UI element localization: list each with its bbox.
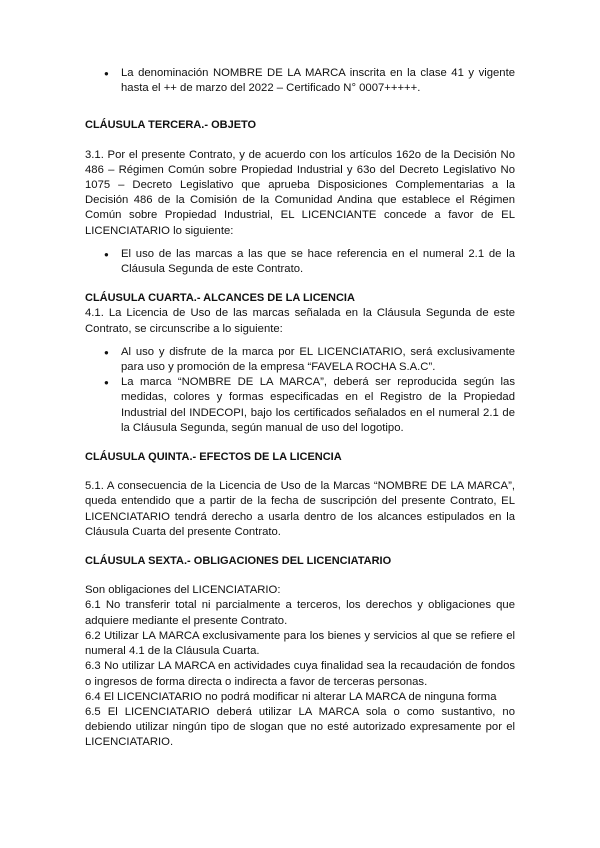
obligacion-item: 6.4 El LICENCIATARIO no podrá modificar ni alterar LA MARCA de ninguna forma <box>85 690 497 703</box>
clausula-tercera-bullet: ● El uso de las marcas a las que se hace referencia en el numeral 2.1 de la Cláusula Segunda de este Contrato. <box>85 247 515 277</box>
clausula-sexta-intro: Son obligaciones del LICENCIATARIO: <box>85 584 281 597</box>
obligacion-item: 6.5 El LICENCIATARIO deberá utilizar LA MARCA sola o como sustantivo, no debiendo utilizar ningún tipo de slogan que no esté autorizado expresamente por el LICENCIATARIO. <box>85 705 515 749</box>
clausula-cuarta-paragraph: 4.1. La Licencia de Uso de las marcas señalada en la Cláusula Segunda de este Contrato, se circunscribe a lo siguiente: <box>85 307 515 335</box>
clausula-quinta-heading: CLÁUSULA QUINTA.- EFECTOS DE LA LICENCIA <box>85 451 342 464</box>
obligacion-item: 6.3 No utilizar LA MARCA en actividades cuya finalidad sea la recaudación de fondos o ingresos de forma directa o indirecta a favor de terceras personas. <box>85 660 515 688</box>
clausula-cuarta-bullet-2: ● La marca “NOMBRE DE LA MARCA”, deberá ser reproducida según las medidas, colores y formas especificadas en el Registro de la Propiedad Industrial del INDECOPI, bajo los certificados señalados en el numeral 2.1 de la Cláusula Segunda, según manual de uso del logotipo. <box>85 375 515 436</box>
clausula-cuarta-bullet-1: ● Al uso y disfrute de la marca por EL LICENCIATARIO, será exclusivamente para uso y promoción de la empresa “FAVELA ROCHA S.A.C”. <box>85 345 515 375</box>
clausula-quinta-paragraph: 5.1. A consecuencia de la Licencia de Uso de la Marcas “NOMBRE DE LA MARCA”, queda entendido que a partir de la fecha de suscripción del presente Contrato, EL LICENCIATARIO tendrá derecho a usarla dentro de los alcances estipulados en la Cláusula Cuarta del presente Contrato. <box>85 480 515 538</box>
obligacion-item: 6.1 No transferir total ni parcialmente a terceros, los derechos y obligaciones que adquiere mediante el presente Contrato. <box>85 599 515 627</box>
clausula-sexta-heading: CLÁUSULA SEXTA.- OBLIGACIONES DEL LICENCIATARIO <box>85 555 392 568</box>
clausula-tercera-paragraph: 3.1. Por el presente Contrato, y de acuerdo con los artículos 162o de la Decisión No 486 – Régimen Común sobre Propiedad Industrial y 63o del Decreto Legislativo No 1075 – Decreto Legislativo que aprueba Disposiciones Complementarias a la Decisión 486 de la Comisión de la Comunidad Andina que establece el Régimen Común sobre Propiedad Industrial, EL LICENCIANTE concede a favor de EL LICENCIATARIO lo siguiente: <box>85 148 515 237</box>
document-page <box>85 66 515 751</box>
obligacion-item: 6.2 Utilizar LA MARCA exclusivamente para los bienes y servicios al que se refiere el numeral 4.1 de la Cláusula Cuarta. <box>85 629 515 658</box>
clausula-cuarta-heading: CLÁUSULA CUARTA.- ALCANCES DE LA LICENCIA <box>85 292 355 305</box>
intro-bullet: ● La denominación NOMBRE DE LA MARCA inscrita en la clase 41 y vigente hasta el ++ de marzo del 2022 – Certificado N° 0007+++++. <box>85 66 515 96</box>
clausula-tercera-heading: CLÁUSULA TERCERA.- OBJETO <box>85 119 257 132</box>
